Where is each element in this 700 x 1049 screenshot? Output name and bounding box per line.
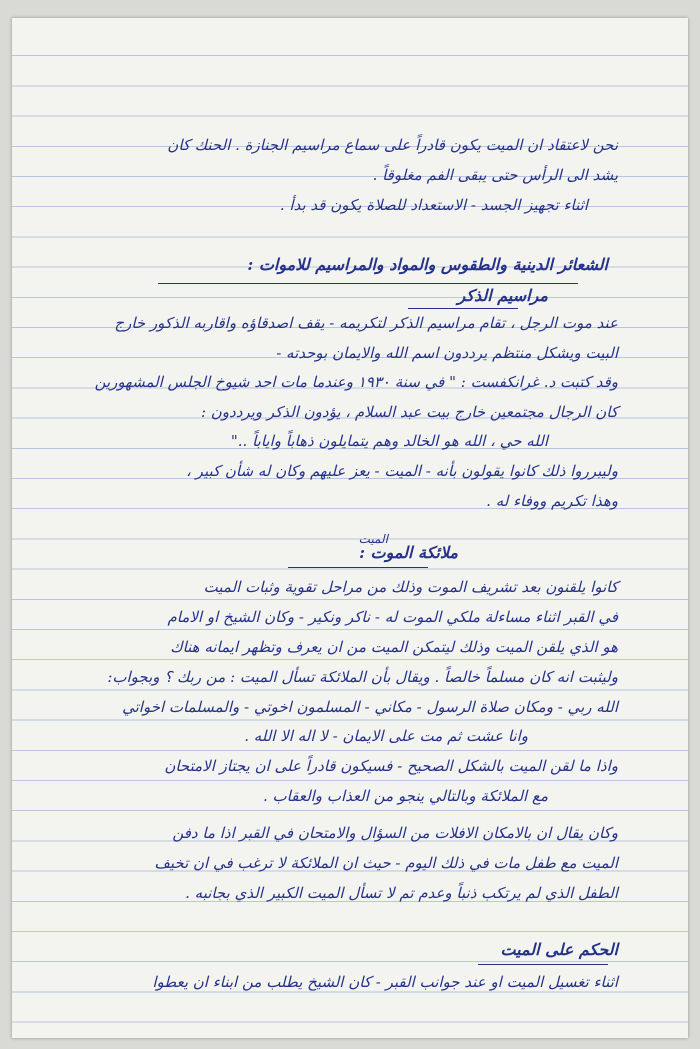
text-line: وليبرروا ذلك كانوا يقولون بأنه - الميت - يعز عليهم وكان له شأن كبير ،	[186, 462, 618, 480]
text-line: مع الملائكة وبالتالي ينجو من العذاب والعقاب .	[263, 787, 548, 805]
text-line: واذا ما لقن الميت بالشكل الصحيح - فسيكون قادراً على ان يجتاز الامتحان	[164, 757, 618, 775]
section-heading: الحكم على الميت	[500, 940, 618, 959]
section-heading: الشعائر الدينية والطقوس والمواد والمراسيم للاموات :	[247, 255, 608, 274]
text-line: الطفل الذي لم يرتكب ذنباً وعدم تم لا تسأل الميت الكبير الذي بجانبه .	[185, 884, 618, 902]
text-line: نحن لاعتقاد ان الميت يكون قادراً على سماع مراسيم الجنازة . الحنك كان	[167, 136, 618, 154]
text-line: اثناء تجهيز الجسد - الاستعداد للصلاة يكون قد بدأ .	[279, 196, 588, 214]
text-line: الميت مع طفل مات في ذلك اليوم - حيث ان الملائكة لا ترغب في ان تخيف	[154, 854, 618, 872]
heading-insertion: الميت	[358, 532, 388, 546]
text-line: اثناء تغسيل الميت او عند جوانب القبر - كان الشيخ يطلب من ابناء ان يعطوا	[152, 973, 618, 991]
text-line: عند موت الرجل ، تقام مراسيم الذكر لتكريمه - يقف اصدقاؤه واقاربه الذكور خارج	[114, 314, 618, 332]
text-line: البيت ويشكل منتظم يرددون اسم الله والايمان بوحدته -	[276, 344, 618, 362]
text-line: الله حي ، الله هو الخالد وهم يتمايلون ذهاباً واياباً .."	[230, 432, 548, 450]
text-line: وانا عشت ثم مت على الايمان - لا اله الا الله .	[244, 727, 528, 745]
section-subheading: مراسيم الذكر	[457, 286, 548, 305]
text-line: كان الرجال مجتمعين خارج بيت عبد السلام ، يؤدون الذكر ويرددون :	[200, 403, 618, 421]
subheading-underline	[408, 308, 518, 309]
text-line: كانوا يلقنون بعد تشريف الموت وذلك من مراحل تقوية وثبات الميت	[203, 578, 618, 596]
heading-underline	[158, 283, 578, 284]
text-line: وهذا تكريم ووفاء له .	[486, 492, 618, 510]
text-line: وكان يقال ان بالامكان الافلات من السؤال والامتحان في القبر اذا ما دفن	[172, 824, 618, 842]
section-heading: ملائكة الموت :	[359, 543, 458, 562]
text-line: وقد كتبت د. غرانكفست : " في سنة ١٩٣٠ وعندما مات احد شيوخ الجلس المشهورين	[94, 373, 618, 391]
text-line: هو الذي يلقن الميت وذلك ليتمكن الميت من ان يعرف وتظهر ايمانه هناك	[170, 638, 618, 656]
text-line: في القبر اثناء مساءلة ملكي الموت له - ناكر ونكير - وكان الشيخ او الامام	[167, 608, 618, 626]
heading-underline	[478, 964, 608, 965]
text-line: يشد الى الرأس حتى يبقى الفم مغلوقاً .	[372, 166, 618, 184]
heading-underline	[288, 567, 428, 568]
text-line: الله ربي - ومكان صلاة الرسول - مكاني - المسلمون اخوتي - والمسلمات اخواتي	[122, 698, 618, 716]
text-line: وليثبت انه كان مسلماً خالصاً . ويقال بأن الملائكة تسأل الميت : من ربك ؟ وبجواب:	[107, 668, 618, 686]
manuscript-page	[12, 18, 688, 1038]
